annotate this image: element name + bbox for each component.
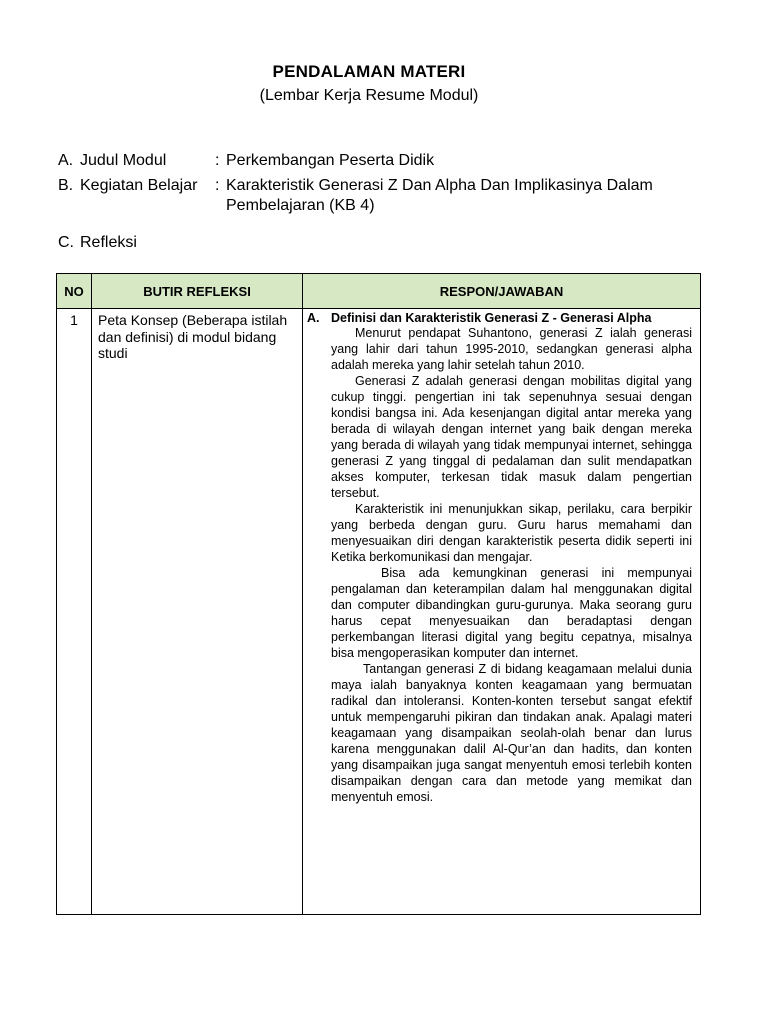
section-title: Definisi dan Karakteristik Generasi Z - Generasi Alpha [331,311,652,325]
header-no: NO [57,274,92,309]
meta-value: Karakteristik Generasi Z Dan Alpha Dan Implikasinya Dalam Pembelajaran (KB 4) [226,177,653,214]
meta-label: Judul Modul [80,152,167,169]
response-cell [303,309,701,915]
meta-value: Perkembangan Peserta Didik [226,152,435,169]
table-row [57,309,701,915]
header-butir-refleksi: BUTIR REFLEKSI [92,274,303,309]
meta-colon: : [215,152,220,169]
page-subtitle: (Lembar Kerja Resume Modul) [259,87,479,104]
response-paragraph: Tantangan generasi Z di bidang keagamaan melalui dunia maya ialah banyaknya konten keagamaan yang bermuatan radikal dan intoleransi. Konten-konten tersebut sangat efektif untuk mempengaruhi pikiran dan tindakan anak. Apalagi materi keagamaan yang disampaikan seolah-olah benar dan lurus karena menggunakan dalil Al-Qur’an dan hadits, dan konten yang disampaikan juga sangat menyentuh emosi terlebih konten disampaikan dengan cara dan metode yang memikat dan menyentuh emosi. [331,662,692,804]
page-title: PENDALAMAN MATERI [272,62,466,81]
response-paragraph: Karakteristik ini menunjukkan sikap, perilaku, cara berpikir yang berbeda dengan guru. Guru harus memahami dan menyesuaikan diri dengan karakteristik peserta didik seperti ini Ketika berkomunikasi dan mengajar. [331,502,692,564]
table-header-row [57,274,701,309]
meta-label: Kegiatan Belajar [80,177,198,194]
meta-label: Refleksi [80,234,137,251]
butir-text: Peta Konsep (Beberapa istilah dan definisi) di modul bidang studi [92,309,303,915]
meta-letter: C. [58,234,74,251]
meta-colon: : [215,177,220,194]
section-letter: A. [307,311,320,325]
response-paragraph: Bisa ada kemungkinan generasi ini mempunyai pengalaman dan keterampilan dalam hal menggunakan digital dan computer dibandingkan guru-gurunya. Maka seorang guru harus cepat menyesuaikan dan beradaptasi dengan perkembangan literasi digital yang begitu cepatnya, misalnya bisa mengoperasikan komputer dan internet. [331,566,692,660]
header-respon-jawaban: RESPON/JAWABAN [303,274,701,309]
meta-letter: A. [58,152,74,169]
response-paragraph: Menurut pendapat Suhantono, generasi Z ialah generasi yang lahir dari tahun 1995-2010, sedangkan generasi alpha adalah mereka yang lahir setelah tahun 2010. [331,326,692,372]
section-heading [307,311,692,325]
reflection-table [56,273,701,915]
meta-letter: B. [58,177,74,194]
response-paragraph: Generasi Z adalah generasi dengan mobilitas digital yang cukup tinggi. pengertian ini tak sepenuhnya sesuai dengan kondisi bangsa ini. Ada kesenjangan digital antar mereka yang berada di wilayah dengan internet yang baik dengan mereka yang berada di wilayah yang tidak mempunyai internet, sehingga generasi Z yang tinggal di pedalaman dan sulit mendapatkan akses komputer, terkesan tidak masuk dalam pengertian tersebut. [331,374,692,500]
row-number: 1 [57,309,92,915]
